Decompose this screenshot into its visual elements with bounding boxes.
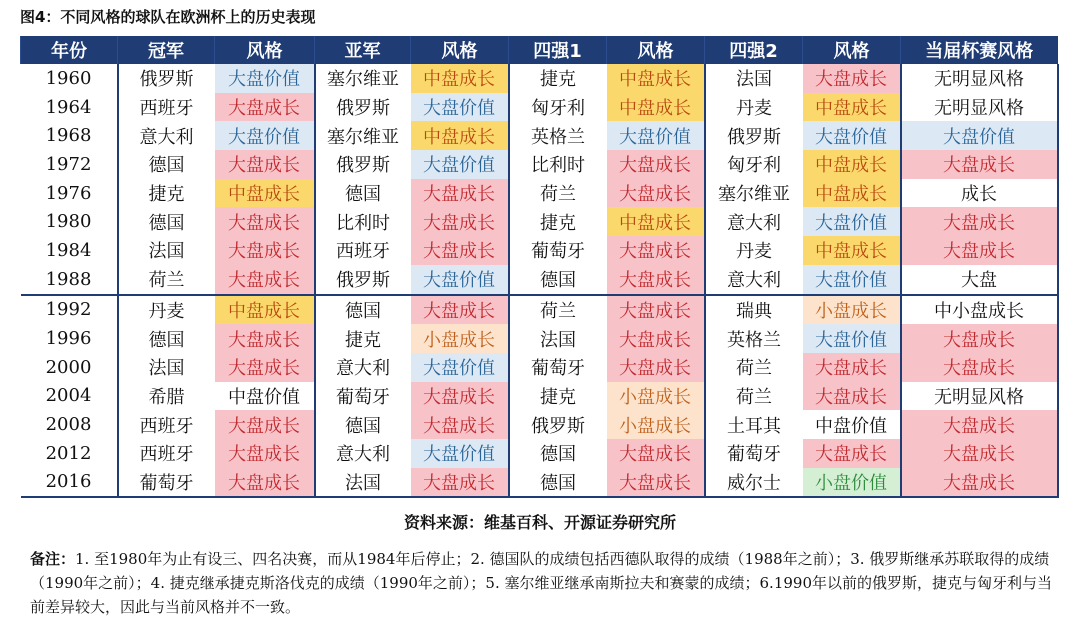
table-row — [21, 93, 1058, 122]
cell-semifinal-1: 德国 — [509, 439, 607, 468]
cell-semifinal-2-style: 中盘价值 — [803, 410, 901, 439]
figure-title: 图4：不同风格的球队在欧洲杯上的历史表现 — [20, 8, 316, 26]
cell-champion: 丹麦 — [118, 295, 215, 325]
cell-year: 1964 — [45, 96, 92, 118]
cell-runner-up: 俄罗斯 — [315, 93, 411, 122]
cell-champion: 德国 — [118, 324, 215, 353]
cell-semifinal-1-style: 大盘成长 — [607, 468, 705, 498]
cell-champion: 德国 — [118, 207, 215, 236]
cell-semifinal-1: 捷克 — [509, 207, 607, 236]
cell-tournament-style: 无明显风格 — [901, 382, 1058, 411]
header-runner-up: 亚军 — [315, 36, 411, 64]
cell-semifinal-1-style: 大盘成长 — [607, 150, 705, 179]
cell-semifinal-1: 英格兰 — [509, 121, 607, 150]
cell-semifinal-1-style: 大盘成长 — [607, 236, 705, 265]
cell-runner-up: 俄罗斯 — [315, 150, 411, 179]
cell-champion: 葡萄牙 — [118, 468, 215, 498]
cell-runner-up-style: 大盘成长 — [411, 236, 509, 265]
cell-year: 1968 — [45, 125, 92, 147]
cell-champion: 捷克 — [118, 179, 215, 208]
euro-cup-style-table — [20, 36, 1059, 498]
footnote-label: 备注： — [30, 550, 76, 568]
table-row — [21, 121, 1058, 150]
header-year: 年份 — [21, 36, 118, 64]
header-semifinal-2-style: 风格 — [803, 36, 901, 64]
cell-year: 1976 — [45, 182, 92, 204]
table-row — [21, 265, 1058, 295]
footnote — [30, 547, 1055, 619]
cell-runner-up: 德国 — [315, 410, 411, 439]
cell-runner-up-style: 大盘价值 — [411, 150, 509, 179]
cell-semifinal-1-style: 小盘成长 — [607, 382, 705, 411]
table-row — [21, 410, 1058, 439]
cell-year: 2004 — [45, 385, 92, 407]
header-tournament-style: 当届杯赛风格 — [901, 36, 1058, 64]
cell-runner-up-style: 大盘成长 — [411, 207, 509, 236]
cell-runner-up-style: 小盘成长 — [411, 324, 509, 353]
cell-runner-up-style: 大盘成长 — [411, 468, 509, 498]
cell-semifinal-2-style: 大盘成长 — [803, 439, 901, 468]
cell-semifinal-1-style: 大盘成长 — [607, 295, 705, 325]
cell-champion: 西班牙 — [118, 439, 215, 468]
cell-year: 1960 — [45, 67, 92, 89]
cell-semifinal-1: 匈牙利 — [509, 93, 607, 122]
cell-semifinal-2-style: 大盘价值 — [803, 121, 901, 150]
cell-tournament-style: 大盘 — [901, 265, 1058, 295]
cell-semifinal-1: 德国 — [509, 468, 607, 498]
cell-semifinal-2-style: 中盘成长 — [803, 179, 901, 208]
cell-champion: 意大利 — [118, 121, 215, 150]
footnote-text: 1. 至1980年为止有设三、四名决赛，而从1984年后停止；2. 德国队的成绩包括西德队取得的成绩（1988年之前）；3. 俄罗斯继承苏联取得的成绩（1990年之前）；4. 捷克继承捷克斯洛伐克的成绩（1990年之前）；5. 塞尔维亚继承南斯拉夫和赛蒙的成绩；6.1990年以前的俄罗斯，捷克与匈牙利与当前差异较大，因此与当前风格并不一致。 — [30, 550, 1052, 616]
cell-semifinal-1: 法国 — [509, 324, 607, 353]
cell-semifinal-1-style: 中盘成长 — [607, 207, 705, 236]
cell-champion-style: 大盘成长 — [215, 265, 315, 295]
cell-year: 1980 — [45, 211, 92, 233]
table-row — [21, 439, 1058, 468]
cell-semifinal-1: 荷兰 — [509, 179, 607, 208]
cell-semifinal-2: 丹麦 — [705, 93, 803, 122]
cell-year: 2016 — [21, 468, 118, 498]
cell-runner-up: 德国 — [315, 295, 411, 325]
cell-champion-style: 大盘成长 — [215, 353, 315, 382]
table-row — [21, 295, 1058, 325]
cell-year: 2012 — [45, 442, 92, 464]
cell-champion-style: 中盘成长 — [215, 295, 315, 325]
cell-semifinal-2: 瑞典 — [705, 295, 803, 325]
cell-semifinal-2-style: 小盘成长 — [803, 295, 901, 325]
cell-champion-style: 大盘成长 — [215, 439, 315, 468]
cell-runner-up: 德国 — [315, 179, 411, 208]
header-semifinal-1: 四强1 — [509, 36, 607, 64]
cell-semifinal-2: 土耳其 — [705, 410, 803, 439]
table-row — [21, 236, 1058, 265]
cell-runner-up: 塞尔维亚 — [315, 64, 411, 93]
cell-semifinal-1: 捷克 — [509, 382, 607, 411]
table-row — [21, 382, 1058, 411]
cell-semifinal-2: 匈牙利 — [705, 150, 803, 179]
cell-semifinal-1-style: 大盘成长 — [607, 439, 705, 468]
cell-year: 1988 — [45, 268, 92, 290]
cell-tournament-style: 大盘价值 — [901, 121, 1058, 150]
cell-semifinal-1: 德国 — [509, 265, 607, 295]
cell-tournament-style: 大盘成长 — [901, 353, 1058, 382]
cell-champion: 德国 — [118, 150, 215, 179]
cell-semifinal-2-style: 中盘成长 — [803, 93, 901, 122]
cell-semifinal-2-style: 大盘价值 — [803, 324, 901, 353]
header-semifinal-2: 四强2 — [705, 36, 803, 64]
cell-semifinal-2: 意大利 — [705, 265, 803, 295]
cell-semifinal-2: 法国 — [705, 64, 803, 93]
cell-runner-up-style: 大盘成长 — [411, 295, 509, 325]
cell-semifinal-1: 捷克 — [509, 64, 607, 93]
cell-champion: 希腊 — [118, 382, 215, 411]
cell-runner-up-style: 大盘成长 — [411, 382, 509, 411]
cell-year: 2000 — [45, 356, 92, 378]
table-row — [21, 179, 1058, 208]
cell-champion: 俄罗斯 — [118, 64, 215, 93]
cell-champion-style: 大盘成长 — [215, 410, 315, 439]
cell-semifinal-1-style: 大盘价值 — [607, 121, 705, 150]
cell-semifinal-1: 葡萄牙 — [509, 236, 607, 265]
cell-semifinal-2-style: 中盘成长 — [803, 150, 901, 179]
table-row — [21, 324, 1058, 353]
cell-semifinal-2-style: 小盘价值 — [803, 468, 901, 498]
cell-champion: 法国 — [118, 353, 215, 382]
cell-semifinal-2: 塞尔维亚 — [705, 179, 803, 208]
cell-tournament-style: 成长 — [901, 179, 1058, 208]
cell-runner-up-style: 大盘价值 — [411, 353, 509, 382]
cell-semifinal-2-style: 大盘成长 — [803, 382, 901, 411]
cell-runner-up: 法国 — [315, 468, 411, 498]
header-runner-up-style: 风格 — [411, 36, 509, 64]
cell-runner-up: 意大利 — [315, 353, 411, 382]
cell-runner-up: 捷克 — [315, 324, 411, 353]
cell-champion-style: 大盘成长 — [215, 93, 315, 122]
cell-champion-style: 中盘价值 — [215, 382, 315, 411]
cell-semifinal-2-style: 大盘成长 — [803, 353, 901, 382]
data-source: 资料来源：维基百科、开源证券研究所 — [403, 513, 676, 532]
cell-tournament-style: 无明显风格 — [901, 93, 1058, 122]
cell-semifinal-1: 比利时 — [509, 150, 607, 179]
cell-tournament-style: 无明显风格 — [901, 64, 1058, 93]
cell-year: 1972 — [45, 153, 92, 175]
cell-champion-style: 大盘价值 — [215, 64, 315, 93]
cell-tournament-style: 大盘成长 — [901, 207, 1058, 236]
cell-runner-up-style: 中盘成长 — [411, 121, 509, 150]
cell-semifinal-2: 意大利 — [705, 207, 803, 236]
cell-runner-up-style: 大盘成长 — [411, 410, 509, 439]
table-row — [21, 150, 1058, 179]
cell-semifinal-2: 威尔士 — [705, 468, 803, 498]
cell-tournament-style: 大盘成长 — [901, 410, 1058, 439]
cell-semifinal-2-style: 大盘成长 — [803, 64, 901, 93]
cell-semifinal-2: 荷兰 — [705, 382, 803, 411]
cell-tournament-style: 大盘成长 — [901, 150, 1058, 179]
header-semifinal-1-style: 风格 — [607, 36, 705, 64]
cell-semifinal-1-style: 大盘成长 — [607, 324, 705, 353]
cell-semifinal-1: 荷兰 — [509, 295, 607, 325]
cell-year: 1996 — [45, 328, 92, 350]
cell-year: 1992 — [21, 295, 118, 325]
table-row — [21, 353, 1058, 382]
cell-runner-up: 葡萄牙 — [315, 382, 411, 411]
cell-champion-style: 大盘价值 — [215, 121, 315, 150]
cell-runner-up: 意大利 — [315, 439, 411, 468]
cell-semifinal-1-style: 中盘成长 — [607, 64, 705, 93]
cell-tournament-style: 中小盘成长 — [901, 295, 1058, 325]
cell-runner-up-style: 大盘价值 — [411, 439, 509, 468]
cell-semifinal-1-style: 大盘成长 — [607, 353, 705, 382]
cell-champion-style: 大盘成长 — [215, 150, 315, 179]
cell-runner-up-style: 中盘成长 — [411, 64, 509, 93]
cell-year: 1984 — [45, 239, 92, 261]
cell-runner-up: 比利时 — [315, 207, 411, 236]
cell-tournament-style: 大盘成长 — [901, 324, 1058, 353]
cell-runner-up: 西班牙 — [315, 236, 411, 265]
cell-champion-style: 中盘成长 — [215, 179, 315, 208]
cell-champion-style: 大盘成长 — [215, 236, 315, 265]
cell-semifinal-2: 葡萄牙 — [705, 439, 803, 468]
table-row — [21, 207, 1058, 236]
cell-semifinal-2-style: 大盘价值 — [803, 207, 901, 236]
cell-champion-style: 大盘成长 — [215, 324, 315, 353]
table-row — [21, 468, 1058, 498]
cell-year: 2008 — [45, 414, 92, 436]
cell-champion-style: 大盘成长 — [215, 207, 315, 236]
cell-semifinal-1: 俄罗斯 — [509, 410, 607, 439]
cell-tournament-style: 大盘成长 — [901, 439, 1058, 468]
header-champion: 冠军 — [118, 36, 215, 64]
cell-champion-style: 大盘成长 — [215, 468, 315, 498]
cell-semifinal-2-style: 中盘成长 — [803, 236, 901, 265]
cell-tournament-style: 大盘成长 — [901, 236, 1058, 265]
cell-semifinal-2: 俄罗斯 — [705, 121, 803, 150]
cell-tournament-style: 大盘成长 — [901, 468, 1058, 498]
cell-champion: 荷兰 — [118, 265, 215, 295]
cell-semifinal-2-style: 大盘价值 — [803, 265, 901, 295]
table-row — [21, 64, 1058, 93]
cell-runner-up-style: 大盘价值 — [411, 93, 509, 122]
cell-runner-up-style: 大盘价值 — [411, 265, 509, 295]
cell-champion: 法国 — [118, 236, 215, 265]
cell-champion: 西班牙 — [118, 93, 215, 122]
cell-semifinal-1: 葡萄牙 — [509, 353, 607, 382]
cell-semifinal-1-style: 中盘成长 — [607, 93, 705, 122]
table-header-row — [21, 36, 1058, 64]
header-champion-style: 风格 — [215, 36, 315, 64]
cell-semifinal-2: 丹麦 — [705, 236, 803, 265]
cell-runner-up-style: 大盘成长 — [411, 179, 509, 208]
cell-semifinal-1-style: 大盘成长 — [607, 265, 705, 295]
cell-semifinal-1-style: 小盘成长 — [607, 410, 705, 439]
cell-runner-up: 塞尔维亚 — [315, 121, 411, 150]
cell-semifinal-2: 英格兰 — [705, 324, 803, 353]
cell-semifinal-1-style: 大盘成长 — [607, 179, 705, 208]
cell-champion: 西班牙 — [118, 410, 215, 439]
cell-runner-up: 俄罗斯 — [315, 265, 411, 295]
cell-semifinal-2: 荷兰 — [705, 353, 803, 382]
